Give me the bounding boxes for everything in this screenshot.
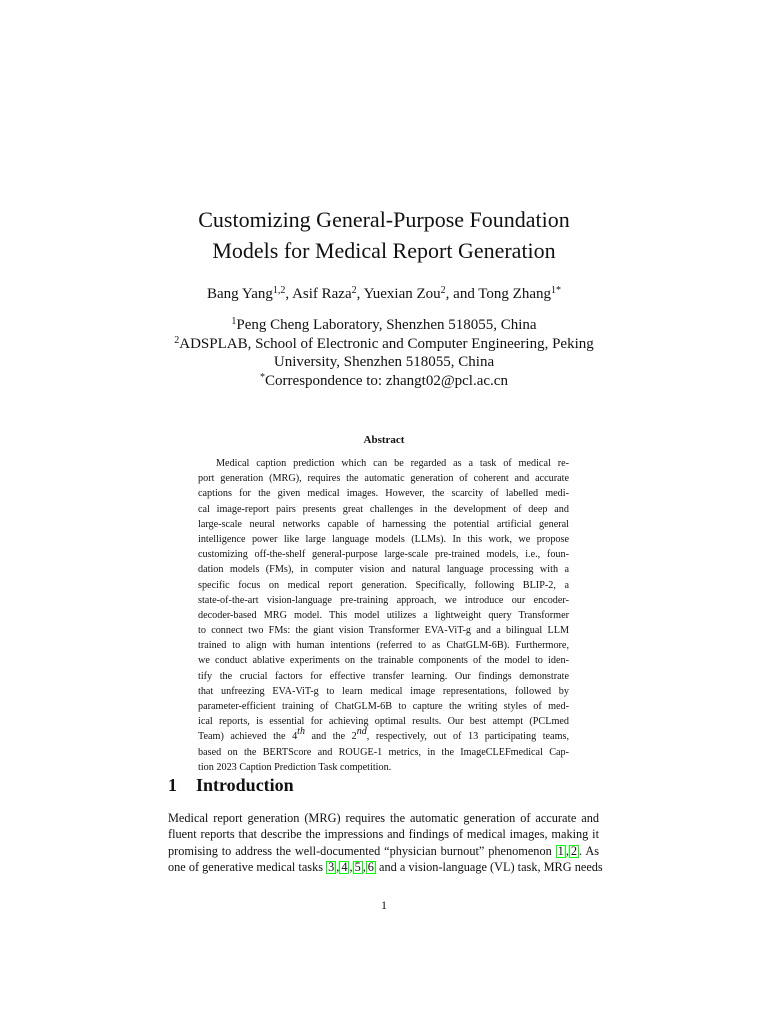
citation-link[interactable]: 6 — [367, 859, 374, 874]
citation-link[interactable]: 2 — [570, 843, 578, 858]
section-heading — [168, 775, 294, 796]
intro-text: . As — [579, 843, 599, 858]
affil-text: Peng Cheng Laboratory, Shenzhen 518055, China — [236, 317, 537, 333]
intro-line: promising to address the well-documented “physician burnout” phenomenon 1 , 2 . As — [168, 843, 599, 858]
author-list — [0, 284, 768, 304]
abstract-line: parameter-efficient training of ChatGLM-6B to capture the writing styles of med- — [198, 701, 569, 712]
abstract-text: , respectively, out of 13 participating teams, — [366, 731, 570, 743]
intro-text: promising to address the well-documented “physician burnout” phenomenon — [168, 843, 556, 858]
correspondence — [0, 372, 768, 391]
author-name: Bang Yang — [207, 286, 273, 302]
abstract-line: captions for the given medical images. However, the scarcity of labelled medi- — [198, 488, 569, 500]
author-affil-mark: 1* — [550, 285, 561, 296]
abstract-line: tion 2023 Caption Prediction Task competition. — [198, 761, 392, 773]
author-affil-mark: 1,2 — [272, 285, 286, 296]
corr-text: Correspondence to: zhangt02@pcl.ac.cn — [265, 372, 508, 389]
abstract-line: to connect two FMs: the giant vision Transformer EVA-ViT-g and a bilingual LLM — [198, 625, 569, 637]
citation-link[interactable]: 4 — [341, 859, 348, 874]
page-number: 1 — [381, 898, 387, 912]
intro-text: one of generative medical tasks — [168, 859, 327, 874]
citation-link[interactable]: 3 — [328, 859, 335, 874]
abstract-line: based on the BERTScore and ROUGE-1 metrics, in the ImageCLEFmedical Cap- — [198, 746, 569, 758]
intro-line: one of generative medical tasks 3 , 4 , 5 , 6 and a vision-language (VL) task, MRG needs — [168, 859, 603, 874]
abstract-line: intelligence power like large language models (LLMs). In this work, we propose — [198, 533, 569, 545]
ordinal-sup: th — [297, 726, 305, 738]
author-separator: , — [285, 286, 293, 302]
title-line-2: Models for Medical Report Generation — [212, 238, 556, 263]
author-name: Yuexian Zou — [363, 286, 441, 302]
abstract-line: that unfreezing EVA-ViT-g to learn medical image representations, followed by — [198, 685, 569, 697]
abstract-line: dation models (FMs), in computer vision and natural language processing with a — [198, 564, 569, 576]
affiliation-2-cont: University, Shenzhen 518055, China — [273, 354, 495, 370]
affiliation-1 — [0, 316, 768, 335]
abstract-line — [198, 726, 570, 744]
intro-line: fluent reports that describe the impressions and findings of medical images, making it — [168, 827, 599, 842]
abstract-line: specific focus on medical report generation. Specifically, following BLIP-2, a — [198, 579, 569, 591]
abstract-line: Medical caption prediction which can be regarded as a task of medical re- — [216, 458, 569, 469]
author-affil-mark: 2 — [351, 285, 357, 296]
affiliation-2 — [0, 335, 768, 354]
corr-mark: * — [260, 371, 266, 383]
citation-link[interactable]: 1 — [557, 843, 564, 858]
paper-title — [0, 204, 768, 266]
abstract-line: port generation (MRG), requires the automatic generation of coherent and accurate — [198, 473, 569, 485]
abstract-line: large-scale neural networks capable of harnessing the potential artificial general — [198, 518, 569, 530]
citation-link[interactable]: 5 — [354, 859, 361, 874]
section-number: 1 — [168, 775, 177, 795]
abstract-body — [198, 456, 569, 775]
intro-line: Medical report generation (MRG) requires the automatic generation of accurate and — [168, 811, 599, 825]
abstract-line: state-of-the-art vision-language pre-training approach, we introduce our encoder- — [198, 594, 569, 606]
abstract-line: we conduct ablative experiments on the trainable components of the model to iden- — [198, 655, 569, 667]
abstract-line: cal image-report pairs presents great challenges in the development of deep and — [198, 503, 569, 515]
affil-mark: 2 — [174, 334, 180, 346]
affiliations — [0, 316, 768, 390]
author-separator: , and — [445, 286, 479, 302]
affil-text: ADSPLAB, School of Electronic and Computer Engineering, Peking — [179, 335, 594, 352]
abstract-heading: Abstract — [363, 434, 405, 446]
intro-body — [168, 810, 603, 875]
abstract-line: decoder-based MRG model. This model utilizes a lightweight query Transformer — [198, 609, 569, 621]
author-name: Tong Zhang — [478, 286, 551, 302]
author-separator: , — [356, 286, 364, 302]
abstract-line: trained to align with human intentions (referred to as ChatGLM-6B). Furthermore, — [198, 640, 569, 652]
abstract-line: customizing off-the-shelf general-purpose large-scale pre-trained models, i.e., foun- — [198, 549, 569, 561]
author-affil-mark: 2 — [440, 285, 446, 296]
abstract-line: ical reports, is essential for achieving optimal results. Our best attempt (PCLmed — [198, 716, 569, 728]
abstract-text: Team) achieved the 4 — [198, 731, 298, 743]
intro-text: and a vision-language (VL) task, MRG needs — [375, 859, 603, 874]
title-line-1: Customizing General-Purpose Foundation — [198, 207, 570, 232]
affil-mark: 1 — [231, 316, 237, 327]
section-title: Introduction — [196, 775, 294, 795]
ordinal-sup: nd — [356, 726, 367, 738]
author-name: Asif Raza — [292, 286, 352, 302]
abstract-line: tify the crucial factors for effective transfer learning. Our findings demonstrate — [198, 670, 569, 682]
abstract-text: and the 2 — [304, 731, 357, 743]
